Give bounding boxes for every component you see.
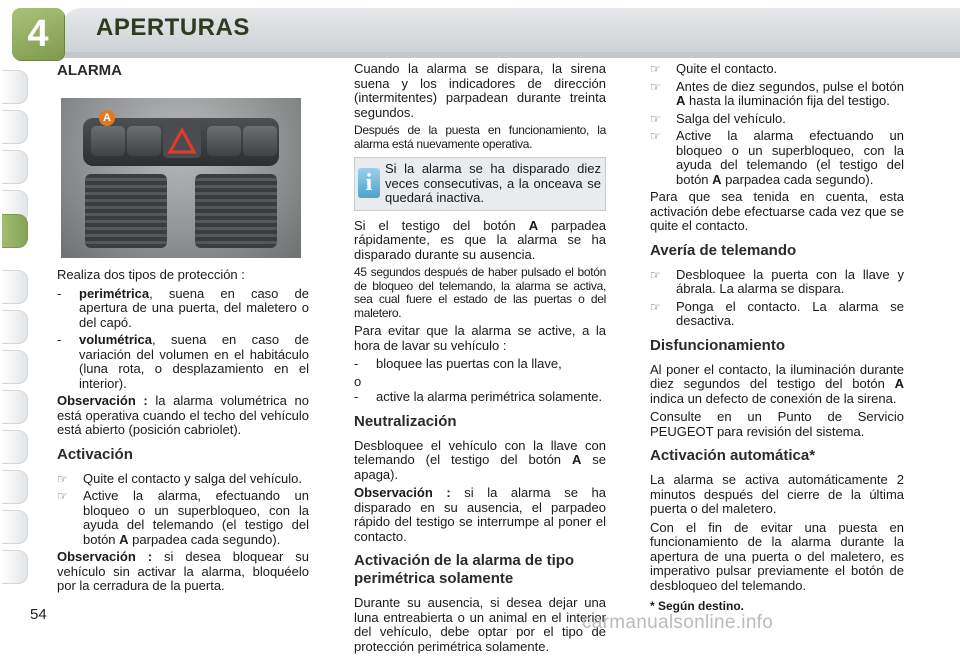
dash-mark: - [354, 356, 359, 371]
button-a-ref: A [528, 217, 539, 233]
paragraph-note: 45 segundos después de haber pulsado el botón de bloqueo del telemando, la alarma se activa, sea cual fuere el estado de las puertas o del maletero. [354, 265, 606, 320]
bullet-text-part: parpadea cada segundo). [721, 171, 874, 187]
button-a-ref: A [894, 376, 904, 391]
bullet-text: Salga del vehículo. [676, 110, 786, 126]
bullet-item [650, 300, 904, 329]
panel-button-photo [207, 126, 241, 156]
section-title-disfuncionamiento: Disfuncionamiento [650, 336, 786, 354]
chapter-tab[interactable] [2, 70, 28, 104]
alarm-button-photo [91, 126, 125, 156]
paragraph: Con el fin de evitar una puesta en funcionamiento de la alarma durante la apertura de una puerta o del maletero, es imperativo pulsar previamente el botón de desbloqueo del telemando. [650, 519, 904, 593]
or-text: o [354, 373, 362, 389]
air-vent-left [85, 174, 167, 248]
section-title-averia: Avería de telemando [650, 241, 797, 259]
pointing-hand-icon: ☞ [57, 471, 68, 486]
air-vent-right [195, 174, 277, 248]
bullet-text-part: Active la alarma efectuando un bloqueo o un superbloqueo, con la ayuda del telemando (el testigo del botón [676, 128, 904, 187]
chapter-tab[interactable] [2, 470, 28, 504]
bullet-text-part: parpadea cada segundo). [128, 531, 281, 547]
section-title-perimetrica: Activación de la alarma de tipo perimétrica solamente [354, 552, 575, 587]
paragraph: Durante su ausencia, si desea dejar una luna entreabierta o un animal en el interior del vehículo, debe optar por el tipo de protección perimétrica solamente. [354, 595, 606, 654]
text-part: Desbloquee el vehículo con la llave con telemando (el testigo del botón [354, 437, 606, 467]
callout-a-label: A [99, 110, 115, 126]
dash-mark: - [354, 389, 359, 404]
text-part: Si el testigo del botón [354, 217, 529, 233]
chapter-tab[interactable] [2, 510, 28, 544]
observation-label: Observación : [57, 393, 148, 408]
paragraph: Cuando la alarma se dispara, la sirena suena y los indicadores de dirección (intermitentes) parpadean durante treinta segundos. [354, 61, 606, 120]
dash-mark: - [57, 332, 62, 347]
dash-text: bloquee las puertas con la llave, [376, 356, 562, 371]
section-title-activacion-automatica: Activación automática* [650, 447, 816, 464]
pointing-hand-icon: ☞ [650, 62, 661, 76]
pointing-hand-icon: ☞ [650, 129, 661, 143]
observation [354, 486, 606, 544]
panel-button-photo [127, 126, 161, 156]
bullet-text: Desbloquee la puerta con la llave y ábrala. La alarma se dispara. [676, 266, 904, 296]
term-volumetrica: volumétrica [79, 332, 152, 347]
dash-text [79, 333, 309, 391]
dash-desc: , suena en caso de variación del volumen en el habitáculo (luna rota, o desplazamiento en el interior). [79, 332, 309, 391]
text-part: indica un defecto de conexión de la sirena. [650, 390, 897, 406]
column-1 [57, 62, 309, 598]
page-header [0, 0, 960, 64]
chapter-tab-active[interactable] [2, 214, 28, 248]
paragraph [650, 363, 904, 407]
button-a-ref: A [676, 93, 686, 108]
section-title-neutralizacion: Neutralización [354, 412, 457, 430]
bullet-text [676, 80, 904, 109]
observation-label: Observación : [57, 549, 153, 564]
bullet-item [650, 112, 904, 127]
dashboard-photo [61, 98, 301, 258]
bullet-text [83, 489, 309, 547]
paragraph: Para evitar que la alarma se active, a la hora de lavar su vehículo : [354, 323, 606, 353]
bullet-item [650, 268, 904, 297]
chapter-tabs [0, 64, 30, 624]
watermark: carmanualsonline.info [582, 612, 774, 633]
chapter-tab[interactable] [2, 390, 28, 424]
observation-text: si desea bloquear su vehículo sin activar la alarma, bloquéelo por la cerradura de la puerta. [57, 549, 309, 593]
term-perimetrica: perimétrica [79, 285, 150, 301]
page-number: 54 [30, 606, 47, 623]
paragraph: Para que sea tenida en cuenta, esta activación debe efectuarse cada vez que se quite el contacto. [650, 189, 904, 233]
footnote: * Según destino. [650, 599, 745, 613]
observation-text: la alarma volumétrica no está operativa cuando el techo del vehículo está abierto (posición cabriolet). [57, 393, 309, 437]
paragraph: Consulte en un Punto de Servicio PEUGEOT para revisión del sistema. [650, 409, 904, 439]
chapter-tab[interactable] [2, 110, 28, 144]
bullet-item [650, 129, 904, 187]
bullet-text-part: hasta la iluminación fija del testigo. [685, 93, 890, 108]
chapter-tab[interactable] [2, 550, 28, 584]
dash-item [354, 390, 606, 405]
hazard-button-icon [163, 124, 201, 158]
observation-text: si la alarma se ha disparado en su ausencia, el parpadeo rápido del testigo se interrumpe al poner el contacto. [354, 485, 606, 544]
bullet-item [650, 62, 904, 77]
column-2 [354, 62, 606, 658]
info-box [354, 157, 606, 211]
bullet-text: Ponga el contacto. La alarma se desactiva. [676, 298, 904, 328]
observation-2 [57, 550, 309, 594]
paragraph [354, 439, 606, 483]
column-3 [650, 62, 904, 614]
paragraph [354, 219, 606, 263]
observation-1 [57, 394, 309, 438]
chapter-title: APERTURAS [96, 14, 250, 41]
info-icon: i [358, 168, 380, 198]
button-a-ref: A [712, 171, 722, 187]
text-part: Al poner el contacto, la iluminación durante diez segundos del testigo del botón [650, 361, 904, 391]
bullet-item [57, 472, 309, 487]
bullet-item [650, 80, 904, 109]
text-part: se apaga). [354, 452, 606, 482]
header-underline [60, 52, 960, 58]
button-a-ref: A [571, 452, 582, 467]
pointing-hand-icon: ☞ [650, 267, 661, 282]
paragraph: La alarma se activa automáticamente 2 minutos después del cierre de la última puerta o del maletero. [650, 472, 904, 516]
paragraph-note: Después de la puesta en funcionamiento, la alarma está nuevamente operativa. [354, 123, 606, 151]
pointing-hand-icon: ☞ [57, 489, 68, 503]
observation-label: Observación : [354, 485, 451, 500]
dash-item [354, 357, 606, 372]
panel-button-photo [243, 126, 277, 156]
pointing-hand-icon: ☞ [650, 299, 661, 314]
bullet-text: Quite el contacto y salga del vehículo. [83, 470, 302, 486]
text-part: parpadea rápidamente, es que la alarma se ha disparado durante su ausencia. [354, 217, 606, 262]
pointing-hand-icon: ☞ [650, 111, 661, 126]
pointing-hand-icon: ☞ [650, 79, 661, 94]
dash-text: active la alarma perimétrica solamente. [376, 389, 603, 404]
bullet-text-part: Active la alarma, efectuando un bloqueo o un superbloqueo, con la ayuda del telemando (el testigo del botón [83, 488, 309, 547]
chapter-number-badge: 4 [12, 8, 64, 60]
section-title-alarma: ALARMA [57, 62, 122, 79]
bullet-item [57, 489, 309, 547]
chapter-tab[interactable] [2, 310, 28, 344]
bullet-text-part: Antes de diez segundos, pulse el botón [676, 78, 904, 94]
button-a-ref: A [119, 531, 129, 547]
section-title-activacion: Activación [57, 445, 133, 463]
dash-text [79, 287, 309, 331]
info-text: Si la alarma se ha disparado diez veces consecutivas, a la onceava se quedará inactiva. [385, 161, 601, 205]
chapter-tab[interactable] [2, 430, 28, 464]
chapter-tab[interactable] [2, 150, 28, 184]
dash-mark: - [57, 285, 62, 301]
dash-desc: , suena en caso de apertura de una puerta, del maletero o del capó. [79, 285, 309, 330]
bullet-text: Quite el contacto. [676, 61, 778, 76]
dash-item [57, 287, 309, 331]
intro-text: Realiza dos tipos de protección : [57, 267, 245, 282]
chapter-tab[interactable] [2, 270, 28, 304]
bullet-text [676, 129, 904, 187]
dash-item [57, 333, 309, 391]
chapter-tab[interactable] [2, 350, 28, 384]
